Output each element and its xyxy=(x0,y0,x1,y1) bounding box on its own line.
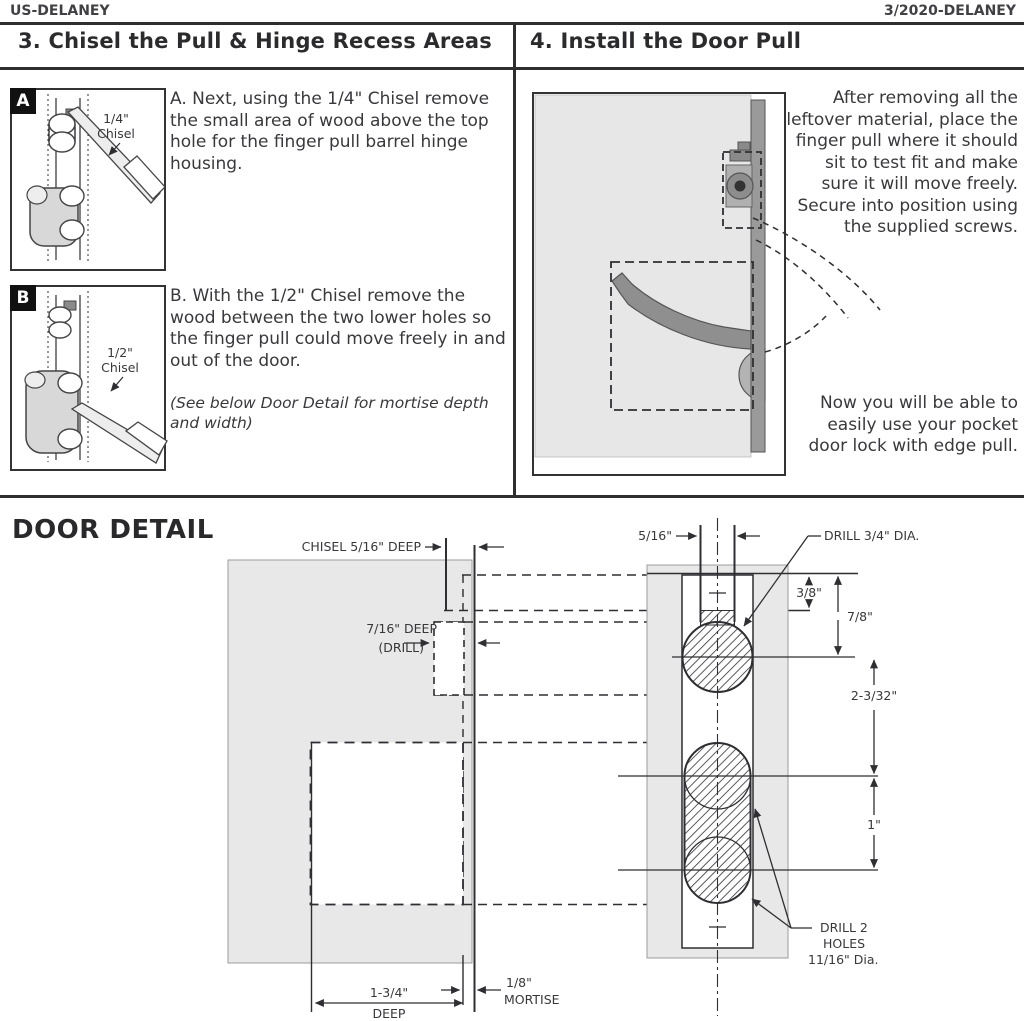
rule-top xyxy=(0,22,1024,25)
mortise-note: (See below Door Detail for mortise depth and width) xyxy=(170,394,489,433)
hinge-barrel-top xyxy=(49,307,71,323)
chisel-size-label: 1/2" xyxy=(107,345,133,360)
section4-title: 4. Install the Door Pull xyxy=(530,29,802,53)
install-para-2: Now you will be able to easily use your pocket door lock with edge pull. xyxy=(808,393,1018,457)
chisel-size-label: 1/4" xyxy=(103,111,129,126)
dim-7-8-label: 7/8" xyxy=(847,609,873,624)
chisel-name-label: Chisel xyxy=(97,126,135,141)
step-b-text: B. With the 1/2" Chisel remove the wood between the two lower holes so the finger pull could move freely in and out of the door. xyxy=(170,286,506,371)
doc-code-left: US-DELANEY xyxy=(10,3,110,19)
door-panel xyxy=(535,95,751,457)
drill-2-holes-label-2: HOLES xyxy=(823,936,866,951)
door-detail-title: DOOR DETAIL xyxy=(12,515,214,545)
figure-a-sketch xyxy=(12,90,160,265)
drill-depth-label-2: (DRILL) xyxy=(378,640,424,655)
doc-code-right: 3/2020-DELANEY xyxy=(884,3,1016,19)
mortise-depth-label-2: DEEP xyxy=(372,1006,406,1021)
drill-2-holes-label-1: DRILL 2 xyxy=(820,920,868,935)
dim-2-3-32-label: 2-3/32" xyxy=(850,688,898,703)
mortise-depth-label-1: 1-3/4" xyxy=(369,985,409,1000)
drill-diameter-label: DRILL 3/4" DIA. xyxy=(824,528,920,543)
figure-a-tag: A xyxy=(10,88,36,114)
drill-recess-outline xyxy=(434,622,464,695)
door-detail-drawing xyxy=(0,500,1024,1021)
figure-b-tag: B xyxy=(10,285,36,311)
figure-a xyxy=(10,88,166,271)
dim-3-8-label: 3/8" xyxy=(796,585,822,600)
mortise-pocket-outline xyxy=(311,743,464,905)
install-para-1: After removing all the leftover material, place the finger pull where it should sit to test fit and make sure it will move freely. Secure into position using the supplied screws. xyxy=(786,88,1018,238)
column-divider xyxy=(513,23,516,497)
chisel-depth-label: CHISEL 5/16" DEEP xyxy=(301,539,421,554)
drill-2-holes-label-3: 11/16" Dia. xyxy=(808,952,879,967)
lower-slot-hatched xyxy=(685,743,751,903)
dim-1-label: 1" xyxy=(867,817,881,832)
rule-mid xyxy=(0,495,1024,498)
step-a-text: A. Next, using the 1/4" Chisel remove the small area of wood above the top hole for the finger pull barrel hinge housing. xyxy=(170,89,490,174)
rule-under-titles xyxy=(0,67,1024,70)
mortise-width-label-2: MORTISE xyxy=(504,992,560,1007)
figure-b xyxy=(10,285,166,471)
drill-depth-label-1: 7/16" DEEP xyxy=(366,621,437,636)
mortise-width-label-1: 1/8" xyxy=(506,975,532,990)
figure-b-sketch xyxy=(12,287,160,465)
chisel-name-label: Chisel xyxy=(101,360,139,375)
section3-title: 3. Chisel the Pull & Hinge Recess Areas xyxy=(18,29,492,53)
slot-width-label: 5/16" xyxy=(638,528,672,543)
hinge-barrel-top xyxy=(49,114,75,134)
